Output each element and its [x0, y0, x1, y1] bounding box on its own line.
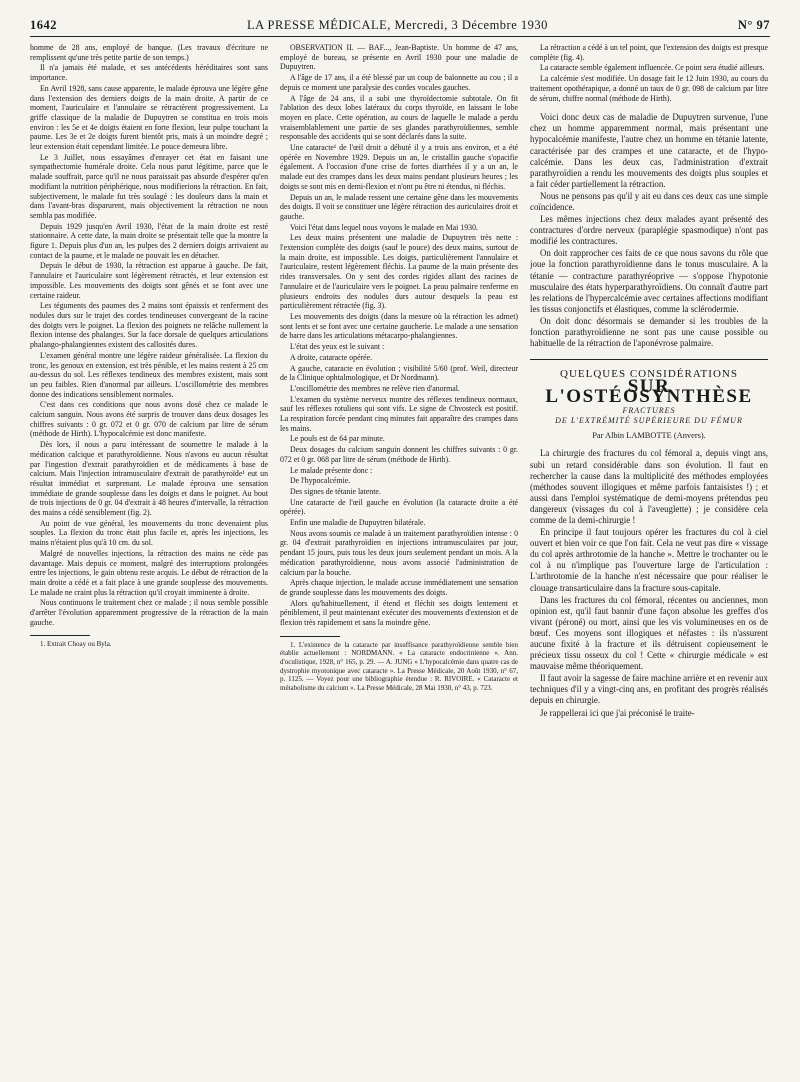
paragraph: En Avril 1928, sans cause apparente, le malade éprouva une légère gêne dans l'extension des derniers doigts de la main droite. A partir de ce moment, l'auriculaire et l'annulaire se rétractèrent progressivement. La griffe classique de la maladie de Dupuytren se constitua en trois mois environ : les 5e et 4e doigts étaient en forte flexion, leur pulpe touchant la paume. Les 3e et 2e doigts furent bientôt pris, mais à un moindre degré ; leur extension était cependant limitée. Le pouce demeura libre. — [30, 83, 268, 152]
paragraph: Dès lors, il nous a paru intéressant de soumettre le malade à la médication calcique et parathyroïdienne. Nous n'avons eu aucun résultat par l'ingestion d'extrait parathyroïdien et de médicaments à base de calcium. Mais l'injection intramusculaire d'extrait de parathyroïde¹ eut un résultat immédiat et surprenant. Le malade éprouva une sensation immédiate de grande souplesse dans les doigts et dans le poignet. Au bout de trois injections de 0 gr. 04 d'extrait à 48 heures d'intervalle, la rétraction des mains a cédé sensiblement (fig. 2). — [30, 440, 268, 518]
paragraph: Au point de vue général, les mouvements du tronc devenaient plus souples. La flexion du tronc était plus facile et, après les injections, les mains n'étaient plus qu'à 10 cm. du sol. — [30, 518, 268, 548]
article-title: SUR L'OSTÉOSYNTHÈSE — [545, 375, 753, 407]
article-author: Par Albin LAMBOTTE (Anvers). — [592, 430, 706, 440]
paragraph: Je rappellerai ici que j'ai préconisé le traite- — [540, 707, 695, 718]
paragraph: Le pouls est de 64 par minute. — [290, 434, 385, 444]
paragraph: Une cataracte¹ de l'œil droit a débuté il y a trois ans environ, et a été opérée en Novembre 1929. Depuis un an, le cristallin gauche s'opacifie également. A l'occasion d'une crise de fortes diarrhées il y a un an, le malade eut des crampes dans les deux mains pendant plusieurs heures ; les doigts se sont mis en demi-flexion et n'ont pu être ni étendus, ni fléchis. — [280, 143, 518, 191]
paragraph: L'oscillométrie des membres ne relève rien d'anormal. — [290, 383, 460, 393]
paragraph: Des signes de tétanie latente. — [290, 486, 381, 496]
footnote: 1. L'existence de la cataracte par insuffisance parathyroïdienne semble bien établie actuellement : NORDMANN. « La cataracte endocrinienne ». Ann. d'oculistique, 1928, n° 165, p. 29. — A. JUNG « L'hypocalcémie dans quatre cas de dystrophie myotonique avec cataracte ». La Presse Médicale, 20 Août 1930, n° 67, p. 1125. — Voyez pour une bibliographie étendue : R. RIVOIRE. « Cataracte et métabolisme du calcium ». La Presse Médicale, 28 Mai 1930, n° 43, p. 723. — [280, 640, 518, 692]
paragraph: homme de 28 ans, employé de banque. (Les travaux d'écriture ne remplissent qu'une très petite partie de son temps.) — [30, 43, 268, 62]
paragraph: Une cataracte de l'œil gauche en évolution (la cataracte droite a été opérée). — [280, 497, 518, 517]
paragraph: L'examen général montre une légère raideur généralisée. La flexion du tronc, les genoux en extension, est très pénible, et les mains restent à 25 cm au-dessus du sol. Les réflexes tendineux des membres existent, mais sont un peu faibles. Rien d'anormal par ailleurs. L'oscillométrie des membres donne des indications sensiblement normales. — [30, 350, 268, 399]
paragraph: Les deux mains présentent une maladie de Dupuytren très nette : l'extension complète des doigts (sauf le pouce) des deux mains, surtout de la main droite, est impossible. Les doigts, particulièrement l'annulaire et l'auriculaire, restent légèrement fléchis. La paume de la main présente des rides transversales. On y sent des cordes rigides allant des racines de l'annulaire et de l'auriculaire vers le poignet. La peau palmaire renferme en plusieurs endroits des nodules durs autour desquels la peau est particulièrement rétractée (fig. 3). — [280, 233, 518, 311]
paragraph: Il n'a jamais été malade, et ses antécédents héréditaires sont sans importance. — [30, 63, 268, 83]
paragraph: Depuis le début de 1930, la rétraction est apparue à gauche. De fait, l'annulaire et l'auriculaire sont légèrement rétractés, et leur extension est impossible. Les mouvements des doigts sont gênés et se font avec une certaine raideur. — [30, 261, 268, 300]
paragraph: On doit rapprocher ces faits de ce que nous savons du rôle que joue la fonction parathyroïdienne dans le tonus musculaire. A la tétanie — contracture parathyréoprive — s'oppose l'hypotonie musculaire des états hyperparathyroïdiens. On connaît d'autre part les relations de l'hypercalcémie avec certaines affections modifiant les tissus conjonctifs et élastiques, comme la sclérodermie. — [530, 248, 768, 314]
paragraph: Le 3 Juillet, nous essayâmes d'enrayer cet état en faisant une sympathectomie humérale droite. Cela nous parut légitime, parce que le malade souffrait, parce qu'il ne nous paraissait pas absurde d'espérer qu'en modifiant la nutrition périphérique, nous modifierions la rétraction. En fait, subjectivement, le malade fut très soulagé : les douleurs dans la main et dans l'avant-bras disparurent, mais objectivement la rétraction ne nous sembla pas modifiée. — [30, 152, 268, 220]
paragraph: OBSERVATION II. — BAF..., Jean-Baptiste. Un homme de 47 ans, employé de bureau, se présente en Avril 1930 pour une maladie de Dupuytren. — [280, 43, 518, 72]
paragraph: Le malade présente donc : — [290, 465, 373, 475]
paragraph: Les téguments des paumes des 2 mains sont épaissis et renferment des nodules durs sur le trajet des cordes tendineuses convergeant de la racine des doigts vers le poignet. La flexion des poignets ne relâche nullement la flexion intense des phalanges. Sur la face dorsale de quelques articulations phalango-phalangiennes existent des callosités dures. — [30, 301, 268, 350]
paragraph: Dans les fractures du col fémoral, récentes ou anciennes, mon opinion est, qu'il faut bannir d'une façon absolue les greffes d'os vivant (péroné) ou mort, ainsi que les vis volumineuses en os de bœuf. Ces moyens sont illogiques et néfastes : ils n'assurent aucune fixité à la fracture et ils détruisent copieusement le précieux tissu osseux du col ! Cette « chirurgie médicale » est mauvaise même théoriquement. — [530, 594, 768, 672]
paragraph: Enfin une maladie de Dupuytren bilatérale. — [290, 518, 426, 528]
paragraph: Les mêmes injections chez deux malades ayant présenté des contractures d'ordre nerveux (paraplégie spasmodique) n'ont pas modifié les contractures. — [530, 214, 768, 247]
paragraph: Malgré de nouvelles injections, la rétraction des mains ne cède pas davantage. Mais depuis ce moment, malgré des interruptions prolongées entre les injections, le gain obtenu reste acquis. Le début de rétraction de la main droite a cédé et a fait place à une grande souplesse des mouvements. Le malade ne craint plus la rétraction qu'il croyait imminente à droite. — [30, 548, 268, 597]
footnote: 1. Extrait Choay ou Byla. — [40, 640, 112, 649]
running-head — [30, 18, 770, 37]
paragraph: A droite, cataracte opérée. — [290, 352, 373, 362]
paragraph: La calcémie s'est modifiée. Un dosage fait le 12 Juin 1930, au cours du traitement opothérapique, a donné un taux de 0 gr. 098 de calcium par litre de sérum, chiffre normal (méthode de Hirth). — [530, 74, 768, 103]
paragraph: Alors qu'habituellement, il étend et fléchit ses doigts lentement et péniblement, il peut maintenant exécuter des mouvements d'extension et de flexion très rapidement et sans la moindre gêne. — [280, 598, 518, 628]
paragraph: Après chaque injection, le malade accuse immédiatement une sensation de grande souplesse dans les mouvements des doigts. — [280, 578, 518, 597]
paragraph: Depuis un an, le malade ressent une certaine gêne dans les mouvements des doigts. Il voit se constituer une légère rétraction des auriculaires droit et gauche. — [280, 192, 518, 221]
paragraph: La cataracte semble également influencée. Ce point sera étudié ailleurs. — [540, 63, 765, 73]
paragraph: Nous avons soumis ce malade à un traitement parathyroïdien intense : 0 gr. 04 d'extrait parathyroïdien en injections intramusculaires par jour, pendant 15 jours, puis tous les deux jours seulement pendant un mois. A la médication parathyroïdienne, nous avons associé l'administration de calcium par la bouche. — [280, 528, 518, 577]
paragraph: A l'âge de 17 ans, il a été blessé par un coup de baïonnette au cou ; il a depuis ce moment une paralysie des cordes vocales gauches. — [280, 73, 518, 92]
page-number: 1642 — [30, 18, 57, 32]
article-subtitle: FRACTURES — [622, 406, 676, 416]
paragraph: En principe il faut toujours opérer les fractures du col à ciel ouvert et bien voir ce que l'on fait. Cela ne veut pas dire « vissage du col après arthrotomie de la hanche ». Mettre le trochanter ou le col à nu n'implique pas l'ouverture large de l'articulation : L'arthrotomie de la hanche n'est nécessaire que pour réaliser le clouage transarticulaire dans la fracture sous-capitale. — [530, 527, 768, 593]
column-1 — [30, 43, 268, 1073]
article-subtitle-2: DE L'EXTRÉMITÉ SUPÉRIEURE DU FÉMUR — [555, 416, 743, 425]
paragraph: A gauche, cataracte en évolution ; visibilité 5/60 (prof. Weil, directeur de la Clinique ophtalmologique, et Dr Nordmann). — [280, 363, 518, 383]
paragraph: Depuis 1929 jusqu'en Avril 1930, l'état de la main droite est resté stationnaire. A cette date, la main droite se présentait telle que la montre la figure 1. Depuis plus d'un an, les pulpes des 2 derniers doigts arrivaient au contact de la paume, et le malade ne pouvait les en détacher. — [30, 221, 268, 260]
issue-number: N° 97 — [737, 18, 770, 32]
footnote-rule — [30, 635, 90, 636]
paragraph: On doit donc désormais se demander si les troubles de la fonction parathyroïdienne ne sont pas une cause possible ou habituelle de la rétraction de l'aponévrose palmaire. — [530, 315, 768, 349]
article-separator — [530, 359, 768, 360]
paragraph: C'est dans ces conditions que nous avons dosé chez ce malade le calcium sanguin. Nous avons été surpris de trouver dans deux dosages les chiffres suivants : 0 gr. 072 et 0 gr. 070 de calcium par litre de sérum (méthode de Hirth). L'hypocalcémie est donc manifeste. — [30, 400, 268, 439]
paragraph: Voici l'état dans lequel nous voyons le malade en Mai 1930. — [290, 222, 478, 232]
paragraph: La chirurgie des fractures du col fémoral a, depuis vingt ans, subi un retard considérable dans son évolution. Il faut en rechercher la cause dans la multiplicité des méthodes employées (méthodes souvent illogiques et même parfois fantaisistes !) ; et aussi dans l'emploi systématique de demi-moyens prétendus peu dangereux (vissages du col à l'aveuglette) ; je considère cela comme de la demi-chirurgie ! — [530, 448, 768, 525]
paragraph: Nous ne pensons pas qu'il y ait eu dans ces deux cas une simple coïncidence. — [530, 190, 768, 212]
paragraph: Voici donc deux cas de maladie de Dupuytren survenue, l'une chez un homme apparemment normal, mais présentant une hypocalcémie manifeste, l'autre chez un homme en tétanie latente, caractérisée par des crampes et une cataracte, et de l'hypo-calcémie. Dans les deux cas, l'administration d'extrait parathyroïdien a rendu les mouvements des doigts plus souples et a fait céder partiellement la rétraction. — [530, 112, 768, 189]
paragraph: A l'âge de 24 ans, il a subi une thyroïdectomie subtotale. On fit l'ablation des deux lobes latéraux du corps thyroïde, en laissant le lobe moyen en place. Cette opération, au cours de laquelle le malade a perdu vraisemblablement une partie de ses glandes parathyroïdiennes, semble responsable des accidents qui se sont déclarés dans la suite. — [280, 93, 518, 142]
column-2 — [280, 43, 518, 1073]
paragraph: Il faut avoir la sagesse de faire machine arrière et en revenir aux techniques d'il y a vingt-cinq ans, en profitant des progrès réalisés depuis en chirurgie. — [530, 673, 768, 706]
paragraph: La rétraction a cédé à un tel point, que l'extension des doigts est presque complète (fig. 4). — [530, 43, 768, 62]
paragraph: Deux dosages du calcium sanguin donnent les chiffres suivants : 0 gr. 072 et 0 gr. 068 par litre de sérum (méthode de Hirth). — [280, 445, 518, 464]
journal-title: LA PRESSE MÉDICALE, Mercredi, 3 Décembre 1930 — [246, 18, 548, 32]
column-3 — [530, 43, 768, 1073]
paragraph: L'examen du système nerveux montre des réflexes tendineux normaux, sauf les réflexes rotuliens qui sont vifs. Le signe de Chvosteck est positif. La respiration forcée pendant cinq minutes fait apparaître des crampes dans les mains. — [280, 394, 518, 433]
paragraph: Nous continuons le traitement chez ce malade ; il nous semble possible d'arrêter l'évolution apparemment progressive de la rétraction de la main gauche. — [30, 598, 268, 627]
paragraph: De l'hypocalcémie. — [290, 476, 351, 486]
article-kicker: QUELQUES CONSIDÉRATIONS — [560, 368, 738, 381]
paragraph: L'état des yeux est le suivant : — [290, 342, 385, 352]
paragraph: Les mouvements des doigts (dans la mesure où la rétraction les admet) sont lents et se font avec une certaine gaucherie. Le malade a une sensation de barre dans les articulations métacarpo-phalangiennes. — [280, 311, 518, 341]
footnote-rule — [280, 636, 340, 637]
